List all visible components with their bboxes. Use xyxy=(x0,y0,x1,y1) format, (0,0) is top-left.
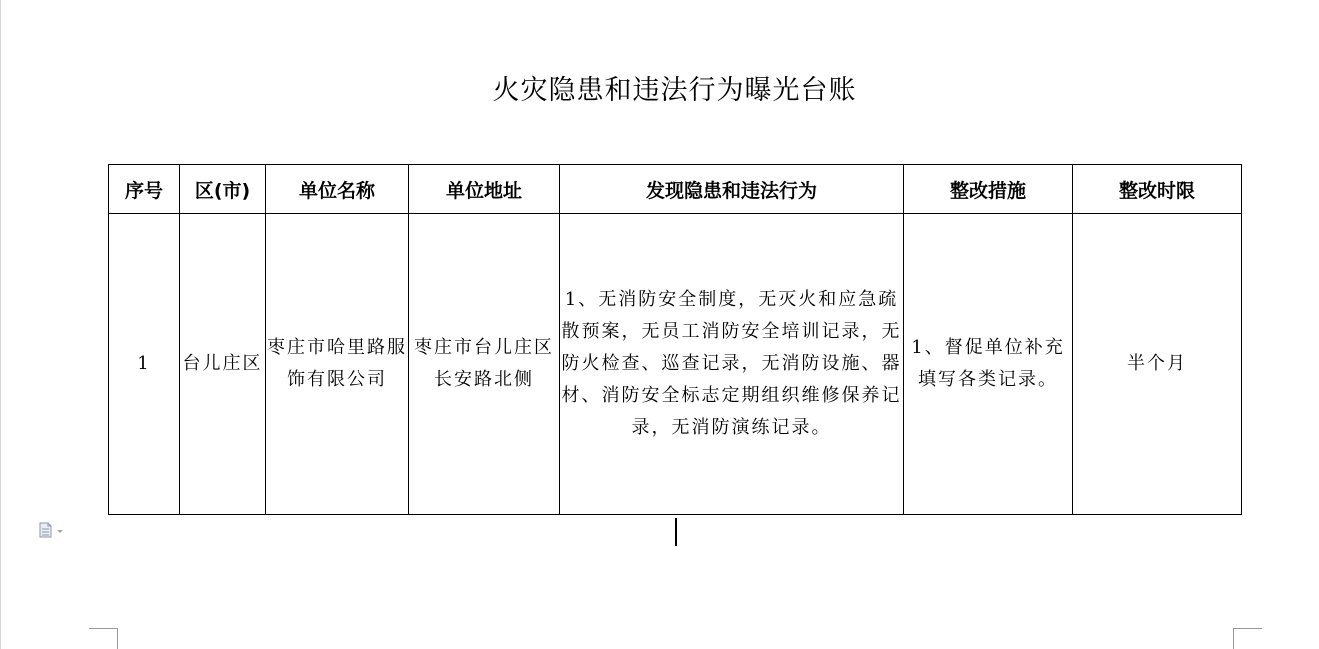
cell-seq[interactable]: 1 xyxy=(109,214,180,515)
header-district: 区(市) xyxy=(180,165,266,214)
header-measures: 整改措施 xyxy=(904,165,1073,214)
crop-mark-right xyxy=(1233,628,1262,649)
header-deadline: 整改时限 xyxy=(1073,165,1242,214)
cell-deadline[interactable]: 半个月 xyxy=(1073,214,1242,515)
document-options-icon[interactable] xyxy=(38,522,66,538)
header-seq: 序号 xyxy=(109,165,180,214)
header-violations: 发现隐患和违法行为 xyxy=(560,165,904,214)
header-unit-name: 单位名称 xyxy=(266,165,409,214)
cell-violations[interactable]: 1、无消防安全制度，无灭火和应急疏散预案，无员工消防安全培训记录，无防火检查、巡查记录，无消防设施、器材、消防安全标志定期组织维修保养记录，无消防演练记录。 xyxy=(560,214,904,515)
cell-unit-name[interactable]: 枣庄市哈里路服饰有限公司 xyxy=(266,214,409,515)
header-unit-address: 单位地址 xyxy=(409,165,560,214)
ledger-table xyxy=(108,164,1242,515)
document-title: 火灾隐患和违法行为曝光台账 xyxy=(492,75,857,106)
cell-unit-address[interactable]: 枣庄市台儿庄区长安路北侧 xyxy=(409,214,560,515)
crop-mark-left xyxy=(89,628,118,649)
cell-district[interactable]: 台儿庄区 xyxy=(180,214,266,515)
table-header-row xyxy=(109,165,1242,214)
cell-measures[interactable]: 1、督促单位补充填写各类记录。 xyxy=(904,214,1073,515)
table-row xyxy=(109,214,1242,515)
text-cursor xyxy=(675,518,677,546)
